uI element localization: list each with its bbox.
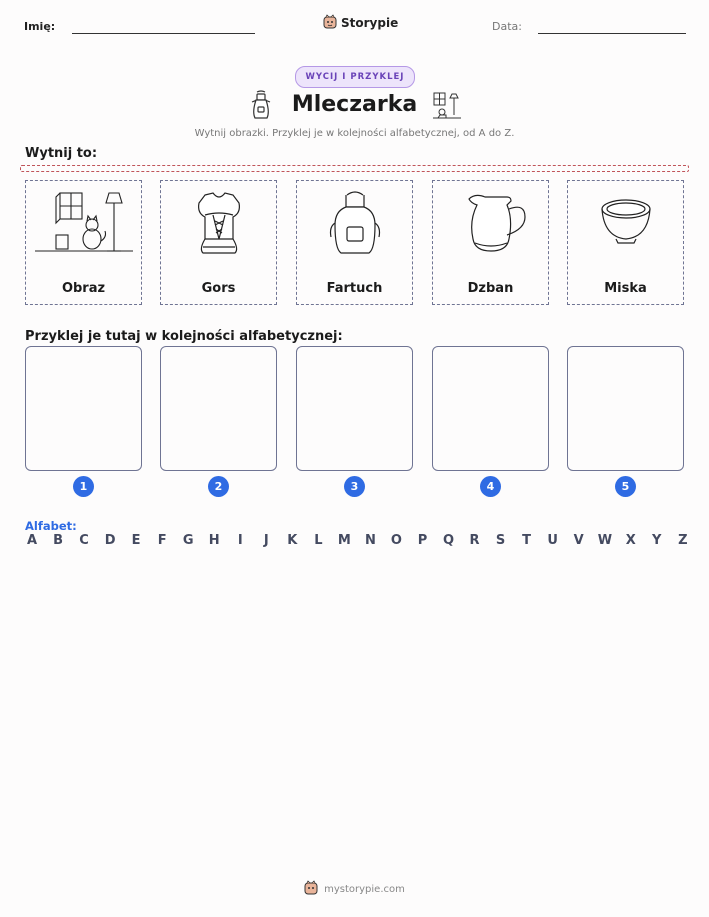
card-label: Obraz — [61, 281, 106, 296]
alphabet-letter: Z — [678, 533, 688, 548]
alphabet-letter: F — [157, 533, 167, 548]
date-label: Data: — [492, 20, 522, 33]
brand-logo — [323, 14, 398, 32]
alphabet-letter: D — [104, 533, 116, 548]
storypie-mascot-icon — [323, 14, 337, 32]
cut-card[interactable] — [160, 180, 277, 305]
alphabet-letter: Y — [652, 533, 662, 548]
alphabet-letter: I — [237, 533, 243, 548]
alphabet-letter: H — [208, 533, 220, 548]
alphabet-letter: G — [182, 533, 194, 548]
alphabet-letter: N — [364, 533, 376, 548]
date-line[interactable] — [538, 33, 686, 34]
alphabet-letter: T — [522, 533, 532, 548]
footer-url[interactable]: mystorypie.com — [324, 883, 405, 895]
slot-number: 1 — [73, 476, 94, 497]
alphabet-letter: Q — [442, 533, 455, 548]
alphabet-letter: J — [263, 533, 269, 548]
paste-section-heading: Przyklej je tutaj w kolejności alfabetycznej: — [25, 329, 343, 344]
slot-number: 3 — [344, 476, 365, 497]
alphabet-letter: E — [131, 533, 141, 548]
alphabet-letter: S — [495, 533, 506, 548]
footer — [0, 880, 709, 898]
slot-number: 2 — [208, 476, 229, 497]
cut-section-heading: Wytnij to: — [25, 146, 98, 161]
name-line[interactable] — [72, 33, 255, 34]
storypie-mascot-icon — [304, 880, 318, 898]
instructions: Wytnij obrazki. Przyklej je w kolejności alfabetycznej, od A do Z. — [194, 128, 515, 139]
alphabet-letter: C — [79, 533, 89, 548]
bodice-icon — [169, 189, 269, 257]
paste-slot[interactable] — [296, 346, 413, 471]
slot-number: 5 — [615, 476, 636, 497]
alphabet-letter: O — [390, 533, 402, 548]
alphabet-letter: U — [547, 533, 558, 548]
cut-card[interactable] — [567, 180, 684, 305]
alphabet-row — [25, 533, 690, 551]
paste-slot[interactable] — [25, 346, 142, 471]
alphabet-letter: V — [573, 533, 584, 548]
paste-slot[interactable] — [160, 346, 277, 471]
paste-slot[interactable] — [432, 346, 549, 471]
name-label: Imię: — [24, 20, 56, 33]
alphabet-letter: A — [26, 533, 38, 548]
card-label: Gors — [201, 281, 236, 296]
alphabet-letter: K — [287, 533, 298, 548]
paste-slot[interactable] — [567, 346, 684, 471]
alphabet-letter: W — [597, 533, 613, 548]
alphabet-letter: R — [469, 533, 480, 548]
alphabet-letter: X — [625, 533, 636, 548]
bowl-icon — [576, 189, 676, 257]
alphabet-letter: B — [53, 533, 63, 548]
room-title-icon — [432, 90, 462, 124]
apron-icon — [305, 189, 405, 257]
page-title: Mleczarka — [291, 92, 418, 117]
alphabet-letter: M — [337, 533, 351, 548]
cut-guide-line — [20, 165, 689, 172]
cut-card[interactable] — [296, 180, 413, 305]
alphabet-letter: P — [417, 533, 428, 548]
jug-icon — [441, 189, 541, 257]
alphabet-letter: L — [314, 533, 323, 548]
room-with-cat-icon — [34, 189, 134, 257]
cut-card[interactable] — [25, 180, 142, 305]
slot-number: 4 — [480, 476, 501, 497]
cut-card[interactable] — [432, 180, 549, 305]
card-label: Miska — [604, 281, 647, 296]
activity-badge: WYCIJ I PRZYKLEJ — [295, 66, 415, 88]
brand-name: Storypie — [341, 16, 399, 30]
alphabet-title: Alfabet: — [25, 519, 77, 533]
card-label: Fartuch — [326, 281, 383, 296]
card-label: Dzban — [467, 281, 514, 296]
